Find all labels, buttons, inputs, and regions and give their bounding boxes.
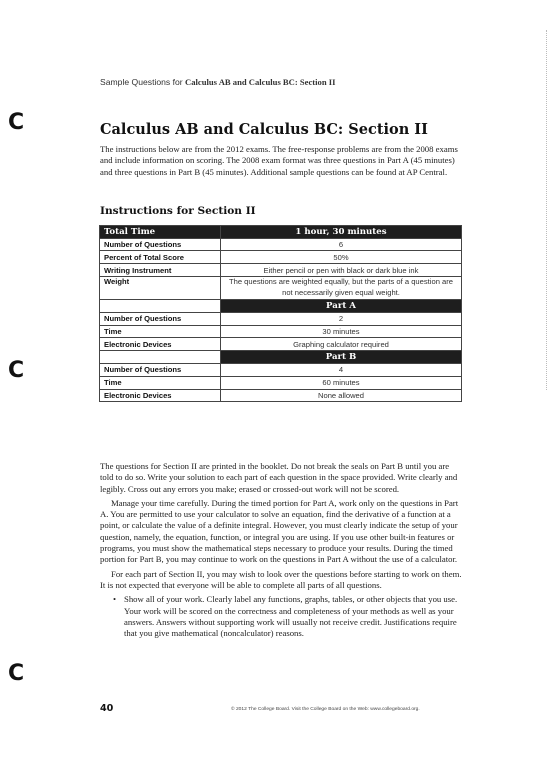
bullet-icon: •: [113, 594, 117, 605]
row-label: Electronic Devices: [100, 389, 221, 402]
body-paragraph-3: For each part of Section II, you may wish to look over the questions before starting to work on them. It is not expected that everyone will be able to complete all parts of all questions.: [100, 568, 462, 590]
table-row: [100, 363, 462, 376]
part-a-header-row: [100, 299, 462, 312]
part-b-header-row: [100, 351, 462, 364]
part-a-title: Part A: [221, 299, 462, 312]
row-value: 6: [221, 238, 462, 251]
table-row: [100, 276, 462, 299]
binder-mark: C: [8, 358, 25, 383]
row-value: Graphing calculator required: [221, 338, 462, 351]
row-value: None allowed: [221, 389, 462, 402]
table-header-row: [100, 226, 462, 239]
body-paragraph-1: The questions for Section II are printed in the booklet. Do not break the seals on Part B until you are told to do so. Write your solution to each part of each question in the space provided. Write clearly and legibly. Cross out any errors you make; erased or crossed-out work will not be scored.: [100, 461, 458, 494]
row-label: Number of Questions: [100, 238, 221, 251]
row-label: Writing Instrument: [100, 264, 221, 277]
row-value: The questions are weighted equally, but the parts of a question are not necessarily given equal weight.: [221, 276, 462, 299]
row-label: Percent of Total Score: [100, 251, 221, 264]
table-row: [100, 251, 462, 264]
row-label: Time: [100, 376, 221, 389]
row-label: Weight: [100, 276, 221, 299]
list-item: [113, 594, 463, 639]
row-label: Electronic Devices: [100, 338, 221, 351]
row-value: 30 minutes: [221, 325, 462, 338]
binder-mark: C: [8, 661, 25, 686]
total-time-label: Total Time: [100, 226, 221, 239]
instructions-list: [100, 594, 463, 639]
footer-copyright: © 2012 The College Board. Visit the College Board on the Web: www.collegeboard.org.: [231, 707, 420, 712]
row-label: Number of Questions: [100, 312, 221, 325]
row-label: Time: [100, 325, 221, 338]
table-row: [100, 376, 462, 389]
row-value: 2: [221, 312, 462, 325]
table-row: [100, 238, 462, 251]
table-row: [100, 312, 462, 325]
table-row: [100, 338, 462, 351]
running-head-prefix: Sample Questions for: [100, 77, 186, 87]
row-label: Number of Questions: [100, 363, 221, 376]
table-row: [100, 389, 462, 402]
binder-mark: C: [8, 110, 25, 135]
page-number: 40: [100, 703, 114, 714]
instructions-table: [99, 225, 462, 402]
instructions-heading: Instructions for Section II: [100, 205, 256, 217]
row-value: Either pencil or pen with black or dark blue ink: [221, 264, 462, 277]
page-title: Calculus AB and Calculus BC: Section II: [100, 121, 428, 138]
running-head-title: Calculus AB and Calculus BC: Section II: [185, 77, 336, 87]
total-time-value: 1 hour, 30 minutes: [221, 226, 462, 239]
table-row: [100, 264, 462, 277]
edge-artifact: [545, 30, 547, 390]
row-value: 50%: [221, 251, 462, 264]
row-value: 60 minutes: [221, 376, 462, 389]
body-text: [100, 461, 463, 639]
list-item-text: Show all of your work. Clearly label any functions, graphs, tables, or other objects that you use. Your work will be scored on the correctness and completeness of your methods as well as your answers. Answers without supporting work will usually not receive credit. Justifications require that you give mathematical (noncalculator) reasons.: [124, 594, 458, 639]
row-value: 4: [221, 363, 462, 376]
running-head: [100, 77, 335, 87]
intro-paragraph: The instructions below are from the 2012 exams. The free-response problems are from the 2008 exams and include information on scoring. The 2008 exam format was three questions in Part A (45 minutes) and three questions in Part B (45 minutes). Additional sample questions can be found at AP Central.: [100, 144, 458, 177]
body-paragraph-2: Manage your time carefully. During the timed portion for Part A, work only on the questions in Part A. You are permitted to use your calculator to solve an equation, find the derivative of a function at a point, or calculate the value of a definite integral. However, you must clearly indicate the setup of your question, namely, the equation, function, or integral you are using. If you use other built-in features or programs, you must show the mathematical steps necessary to produce your results. During the timed portion for Part B, you may continue to work on the questions in Part A without the use of a calculator.: [100, 497, 459, 565]
table-row: [100, 325, 462, 338]
part-b-title: Part B: [221, 351, 462, 364]
